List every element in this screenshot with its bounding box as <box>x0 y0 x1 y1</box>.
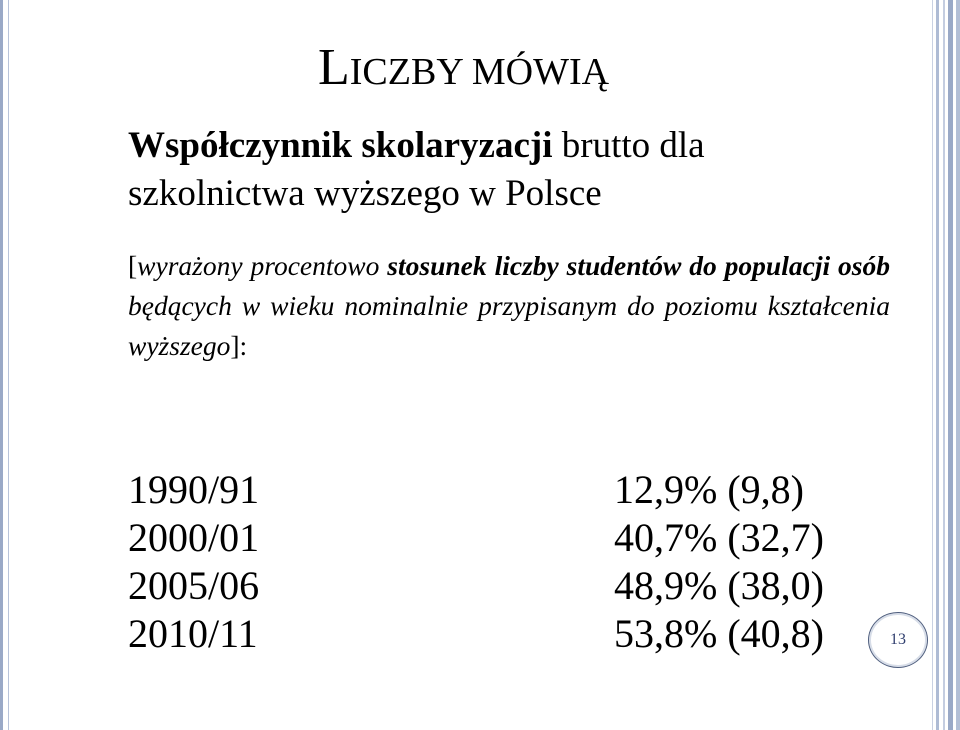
table-row <box>128 562 868 610</box>
row-value: 12,9% (9,8) <box>614 467 804 512</box>
definition-bold: stosunek liczby studentów do populacji osób <box>387 250 890 281</box>
row-value: 53,8% (40,8) <box>614 611 824 656</box>
left-border-line <box>0 0 3 730</box>
slide-heading <box>128 122 868 218</box>
slide-title <box>318 38 609 102</box>
title-rest: ICZBY MÓWIĄ <box>349 51 610 93</box>
row-value: 40,7% (32,7) <box>614 515 824 560</box>
definition-text <box>128 246 890 366</box>
enrollment-data-table <box>128 466 868 658</box>
page-number-badge: 13 <box>868 612 928 668</box>
left-border-thin-line <box>8 0 9 730</box>
definition-close: ]: <box>230 330 248 361</box>
row-year: 2010/11 <box>128 611 258 656</box>
right-border-decoration <box>932 0 960 730</box>
definition-open-bracket: [ <box>128 250 138 281</box>
row-year: 2000/01 <box>128 515 260 560</box>
table-row <box>128 514 868 562</box>
row-year: 1990/91 <box>128 467 260 512</box>
row-year: 2005/06 <box>128 563 260 608</box>
heading-bold-text: Współczynnik skolaryzacji <box>128 125 553 166</box>
title-initial: L <box>318 39 350 96</box>
definition-part-1: wyrażony procentowo <box>137 250 388 281</box>
row-value: 48,9% (38,0) <box>614 563 824 608</box>
definition-part-2: będących w wieku nominalnie przypisanym do poziomu kształcenia wyższego <box>128 290 890 361</box>
table-row <box>128 466 868 514</box>
heading-normal-text: brutto dla szkolnictwa wyższego w Polsce <box>128 125 705 214</box>
table-row <box>128 610 868 658</box>
